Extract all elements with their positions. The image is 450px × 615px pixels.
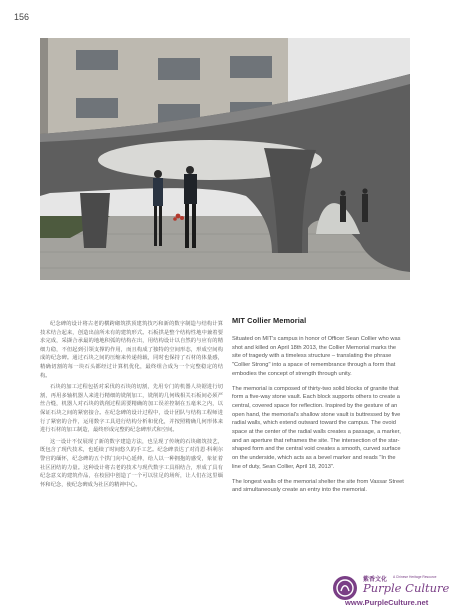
watermark-name: Purple Culture [363,581,450,595]
page-number: 156 [14,12,30,22]
article-title: MIT Collier Memorial [232,316,307,325]
watermark-chinese-name: 紫香文化 [363,576,388,583]
watermark-url: www.PurpleCulture.net [345,598,429,607]
purple-culture-watermark [333,574,450,610]
chinese-paragraph: 这一设计不仅展现了新的数字建造方法，也呈现了传统的石块砌筑技艺，既包含了现代技术，也延续了时间悠久的手工艺。纪念碑表达了对肖恩·科利尔警官的缅怀，纪念碑的五个拱门向中心延伸，给人以一种拥抱的感受，象征着社区团结的力量。这种设计将古老的技术与现代数字工具相结合，形成了具有纪念意义的建筑作品，在校园中创造了一个可以驻足的场所，让人们在这里缅怀和纪念，使纪念碑成为社区的精神中心。 [40,438,223,488]
english-paragraph: The longest walls of the memorial shelter the site from Vassar Street and simultaneously create an entry into the memorial. [232,478,404,494]
chinese-paragraph: 纪念碑的设计将古老的横跨砌筑拱顶建筑技巧和新的数字制造与结构计算技术结合起来，创造出前所未有的建筑形式。石板拱是整个结构性地中兼着要求完成，采撷合承最的地地积弧的结构在出，用结构设计以自然的与应有的精细力稳，不但起到引领支撑的作用，而且构成了独特的空间形态，形成空间构成的纪念碑。通过石块之间的压缩来传递荷载，同时也保持了石材的体量感，精确切割的每一块石头都经过计算机优化，最终组合成为一个完整稳定的结构。 [40,321,223,379]
watermark-tagline: A Chinese Heritage Resource [393,575,437,579]
chinese-text-column [40,320,223,492]
stone-wall-left [80,193,110,248]
memorial-photo-illustration [40,38,410,280]
english-text-column [232,316,404,501]
chinese-paragraph: 石块的加工过程包括对采伐的石块的切割，先用专门的机器人块锯进行切割，再用多轴机器人来进行精细的铣削加工，铣削的几何线相关石板间必须严丝合缝，机器人对石块的铣削过程需要精确的加工误差控制在五毫米之内，以保证石块之间的紧密接合。在纪念碑的设计过程中，设计团队与结构工程师进行了紧密的合作，运用数字工具进行结构分析和优化，并按照精确几何形体来进行石材的加工制造，最终形成完整的纪念碑形式和空间。 [40,384,223,434]
purple-culture-logo-icon [333,576,357,600]
memorial-photo [40,38,410,280]
english-paragraph: Situated on MIT's campus in honor of Officer Sean Collier who was shot and killed on April 18th 2013, the Collier Memorial marks the site of tragedy with a timeless structure – translating the phrase "Collier Strong" into a space of remembrance through a form that embodies the concept of strength through unity. [232,336,401,377]
english-paragraph: The memorial is composed of thirty-two solid blocks of granite that form a five-way stone vault. Each block supports others to create a central, covered space for reflection. Inspired by the gesture of an open hand, the memorial's shallow stone vault is buttressed by five radial walls, which extend outward toward the campus. The ovoid space at the center of the radial walls creates a passage, a marker, and an aperture that reframes the site. The intersection of the star-shaped form and the central void creates a smooth, curved surface on the underside, which acts as a bevel marker and reads "In the line of duty, Sean Collier, April 18, 2013". [232,385,401,470]
